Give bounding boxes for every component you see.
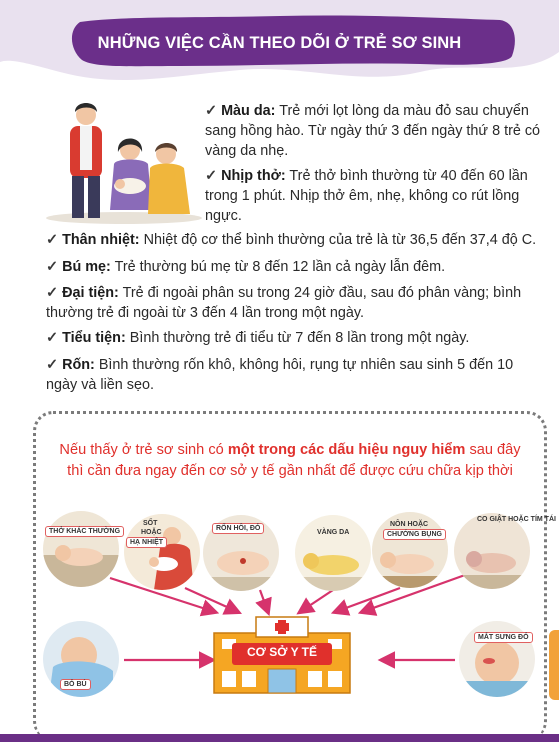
- item-label: Tiểu tiện:: [62, 330, 126, 346]
- sign-tho-khac-thuong: [43, 511, 119, 587]
- warning-pre: Nếu thấy ở trẻ sơ sinh có: [59, 442, 228, 458]
- item-label: Màu da:: [221, 103, 276, 119]
- label-co-giat-hoac: CO GIẬT HOẶC TÍM TÁI: [477, 516, 556, 523]
- warning-bold: một trong các dấu hiệu nguy hiểm: [227, 442, 466, 458]
- label-non-hoac: NÔN HOẶC: [390, 521, 429, 528]
- sign-vang-da: [295, 515, 371, 591]
- check-icon: ✓: [205, 168, 218, 184]
- item-text: Bình thường rốn khô, không hôi, rụng tự nhiên sau sinh 5 đến 10 ngày và liền sẹo.: [46, 357, 514, 393]
- seizure-icon: [454, 513, 530, 589]
- item-label: Đại tiện:: [62, 285, 119, 301]
- warning-line-2: thì cần đưa ngay đến cơ sở y tế gần nhất để được cứu chữa kịp thời: [67, 463, 513, 479]
- side-tab: [549, 630, 559, 700]
- warning-post: sau đây: [465, 442, 521, 458]
- label-chuong-bung: CHƯỚNG BỤNG: [383, 529, 446, 540]
- check-icon: ✓: [46, 330, 59, 346]
- label-mat-sung-do: MẮT SƯNG ĐỎ: [474, 632, 533, 643]
- check-icon: ✓: [46, 232, 59, 248]
- item-text: Trẻ thở bình thường từ 40 đến 60 lần trong 1 phút. Nhịp thở êm, nhẹ, không co rút lồng ngực.: [205, 168, 528, 224]
- label-ha-nhiet: HẠ NHIỆT: [126, 537, 167, 548]
- check-icon: ✓: [46, 259, 59, 275]
- item-text: Nhiệt độ cơ thể bình thường của trẻ là từ 36,5 đến 37,4 độ C.: [143, 232, 537, 248]
- item-text: Bình thường trẻ đi tiểu từ 7 đến 8 lần trong một ngày.: [129, 330, 470, 346]
- label-hoac: HOẶC: [141, 529, 162, 536]
- check-icon: ✓: [46, 285, 59, 301]
- label-ron-hoi-do: RỐN HÔI, ĐỎ: [212, 523, 264, 534]
- sign-sot: [124, 514, 200, 590]
- item-label: Nhịp thở:: [221, 168, 286, 184]
- bottom-bar: [0, 734, 559, 742]
- item-text: Trẻ đi ngoài phân su trong 24 giờ đầu, sau đó phân vàng; bình thường trẻ đi ngoài từ 3 đến 4 lần trong một ngày.: [46, 285, 522, 321]
- page-title: NHỮNG VIỆC CẦN THEO DÕI Ở TRẺ SƠ SINH: [97, 34, 462, 52]
- label-tho-khac-thuong: THỞ KHÁC THƯỜNG: [45, 526, 124, 537]
- item-label: Rốn:: [62, 357, 95, 373]
- label-sot: SỐT: [143, 520, 158, 527]
- fever-icon: [124, 514, 200, 590]
- sign-co-giat-tim-tai: [454, 513, 530, 589]
- jaundice-icon: [295, 515, 371, 591]
- item-label: Bú mẹ:: [62, 259, 111, 275]
- baby-breathing-icon: [43, 511, 119, 587]
- label-bo-bu: BỎ BÚ: [60, 679, 91, 690]
- item-text: Trẻ thường bú mẹ từ 8 đến 12 lần cả ngày lẫn đêm.: [114, 259, 446, 275]
- check-icon: ✓: [46, 357, 59, 373]
- item-label: Thân nhiệt:: [62, 232, 140, 248]
- facility-label: CƠ SỞ Y TẾ: [246, 645, 318, 659]
- check-icon: ✓: [205, 103, 218, 119]
- item-text: Trẻ mới lọt lòng da màu đỏ sau chuyển sang hồng hào. Từ ngày thứ 3 đến ngày thứ 8 trẻ có vàng da nhẹ.: [205, 103, 541, 159]
- label-vang-da: VÀNG DA: [317, 529, 350, 536]
